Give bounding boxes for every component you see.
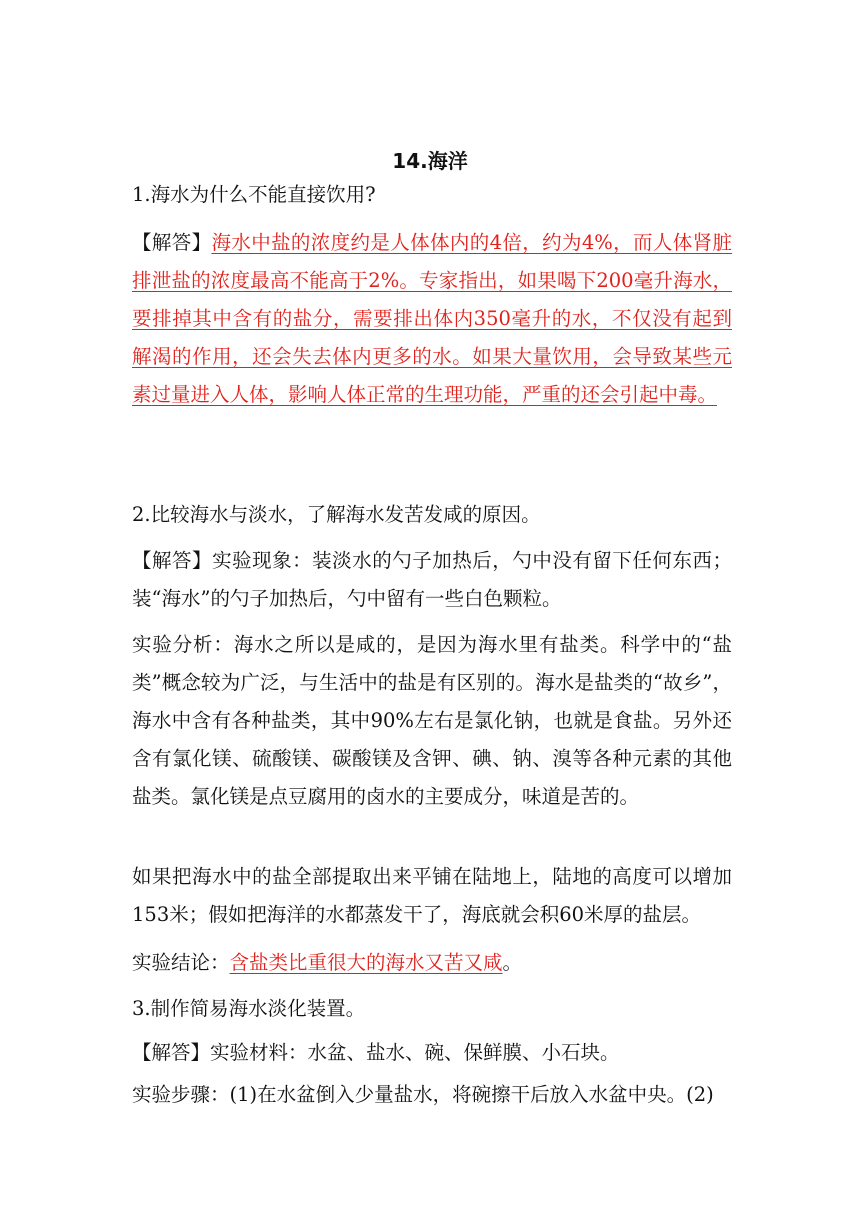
conclusion-label: 实验结论： [132,951,230,974]
conclusion-text: 含盐类比重很大的海水又苦又咸 [229,951,503,974]
answer-tag: 【解答】 [132,549,213,572]
question-1: 1.海水为什么不能直接饮用? [132,183,376,206]
answer-2-conclusion [132,944,732,982]
answer-tag: 【解答】 [132,1041,211,1064]
question-2: 2.比较海水与淡水，了解海水发苦发咸的原因。 [132,503,541,526]
answer-2-phenomenon [132,542,732,618]
conclusion-end: 。 [502,951,523,974]
answer-3-materials [132,1034,732,1072]
answer-1 [132,224,732,414]
answer-2-extra: 如果把海水中的盐全部提取出来平铺在陆地上，陆地的高度可以增加153米；假如把海洋的水都蒸发干了，海底就会积60米厚的盐层。 [132,865,732,926]
answer-3-steps: 实验步骤：(1)在水盆倒入少量盐水，将碗擦干后放入水盆中央。(2) [132,1083,714,1106]
question-3: 3.制作简易海水淡化装置。 [132,997,366,1020]
page-title: 14.海洋 [392,149,468,173]
materials-text: 实验材料：水盆、盐水、碗、保鲜膜、小石块。 [210,1041,620,1064]
answer-1-text: 海水中盐的浓度约是人体体内的4倍，约为4%，而人体肾脏排泄盐的浓度最高不能高于2%。专家指出，如果喝下200毫升海水，要排掉其中含有的盐分，需要排出体内350毫升的水，不仅没有起到解渴的作用，还会失去体内更多的水。如果大量饮用，会导致某些元素过量进入人体，影响人体正常的生理功能，严重的还会引起中毒。 [132,231,732,406]
phenomenon-text: 实验现象：装淡水的勺子加热后，勺中没有留下任何东西；装“海水”的勺子加热后，勺中留有一些白色颗粒。 [132,549,732,610]
answer-2-analysis: 实验分析：海水之所以是咸的，是因为海水里有盐类。科学中的“盐类”概念较为广泛，与生活中的盐是有区别的。海水是盐类的“故乡”，海水中含有各种盐类，其中90%左右是氯化钠，也就是食盐。另外还含有氯化镁、硫酸镁、碳酸镁及含钾、碘、钠、溴等各种元素的其他盐类。氯化镁是点豆腐用的卤水的主要成分，味道是苦的。 [132,633,732,808]
answer-tag: 【解答】 [132,231,212,254]
